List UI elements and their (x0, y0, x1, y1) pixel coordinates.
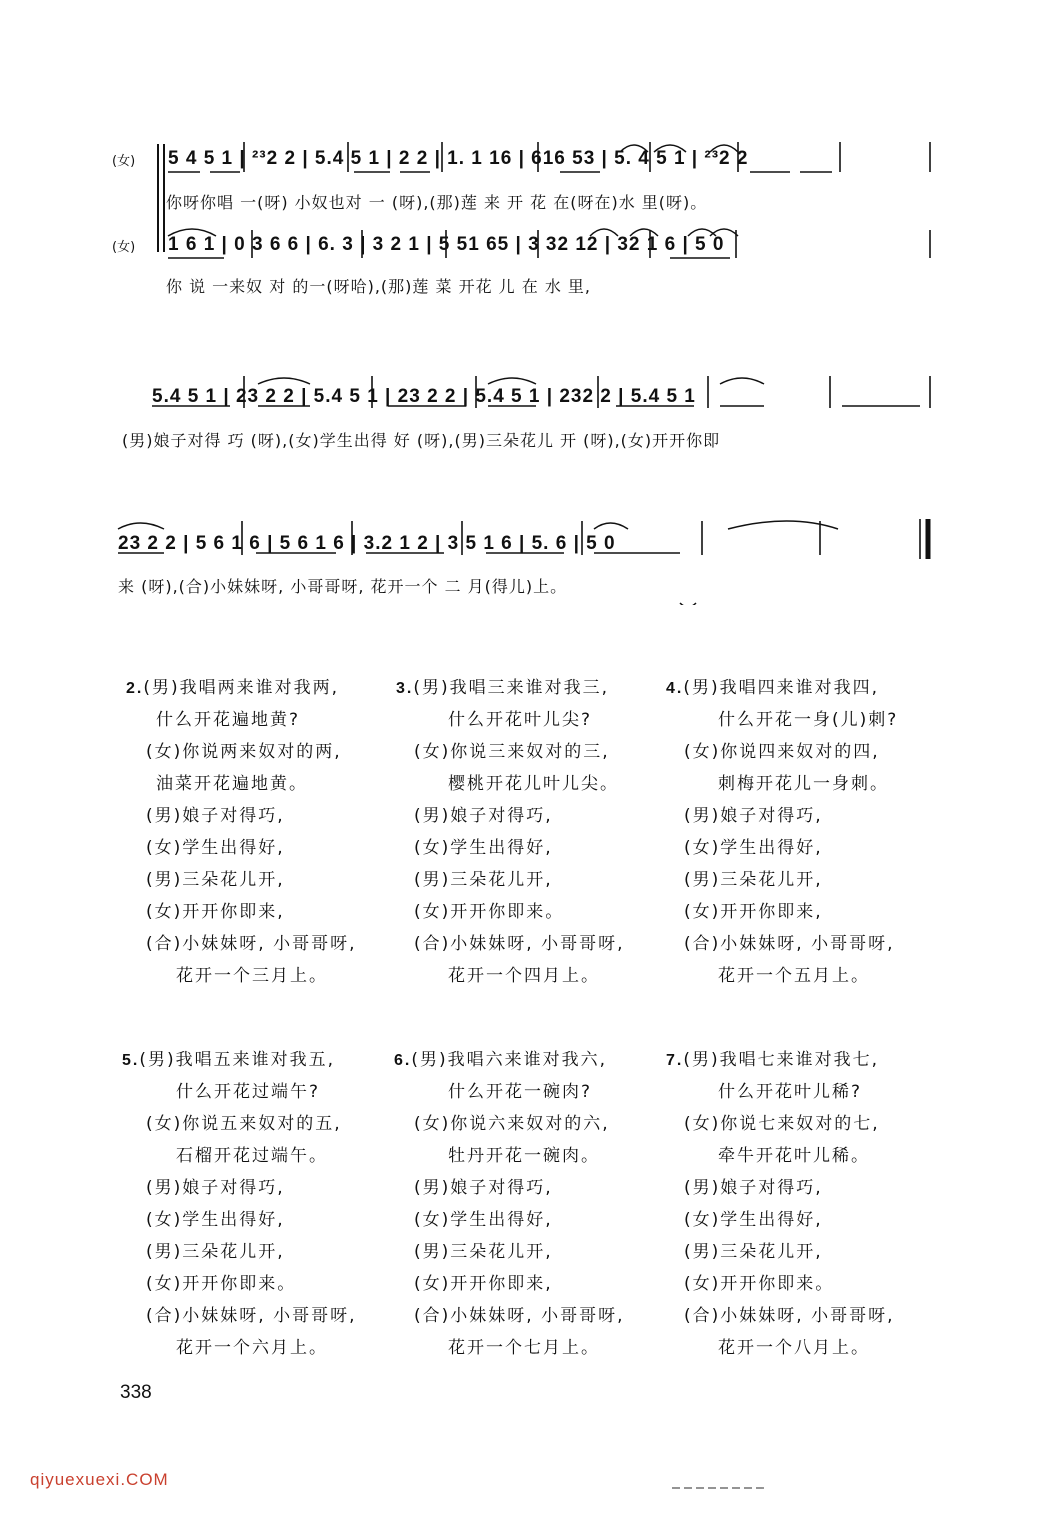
verse-line: 什么开花叶儿尖? (448, 710, 593, 730)
verse-line: (女)开开你即来。 (414, 902, 565, 922)
verse-line: (男)我唱四来谁对我四, (683, 678, 880, 698)
verse-line: (男)娘子对得巧, (414, 1178, 553, 1198)
voice-2-lyrics: 你 说 一来奴 对 的一(呀哈),(那)莲 菜 开花 儿 在 水 里, (166, 277, 592, 296)
verse-line: (男)娘子对得巧, (684, 1178, 823, 1198)
verse-line: 牵牛开花叶儿稀。 (718, 1146, 870, 1166)
system-2-notes: 5.4 5 1 | 23 2 2 | 5.4 5 1 | 23 2 2 | 5.4 5 1 | 232 2 | 5.4 5 1 (152, 386, 696, 407)
verse-number: 3. (396, 680, 414, 697)
verse-line: (男)三朵花儿开, (146, 870, 285, 890)
verse-line: (女)你说六来奴对的六, (414, 1114, 610, 1134)
verse-line: 什么开花叶儿稀? (718, 1082, 863, 1102)
verse-line: (男)我唱七来谁对我七, (683, 1050, 880, 1070)
verse-line: 花开一个四月上。 (448, 966, 600, 986)
verse-7 (666, 1044, 894, 1364)
verse-line: (男)三朵花儿开, (684, 870, 823, 890)
watermark-text: qiyuexuexi.COM (30, 1470, 169, 1489)
voice-1-lyrics: 你呀你唱 一(呀) 小奴也对 一 (呀),(那)莲 来 开 花 在(呀在)水 里(呀)。 (166, 193, 708, 212)
verse-line: 石榴开花过端午。 (176, 1146, 328, 1166)
verse-line: (女)开开你即来, (146, 902, 285, 922)
page-number: 338 (120, 1382, 152, 1403)
verse-line: (女)你说五来奴对的五, (146, 1114, 342, 1134)
verse-line: 樱桃开花儿叶儿尖。 (448, 774, 619, 794)
voice-2-label: (女) (112, 240, 136, 255)
verse-line: (男)三朵花儿开, (146, 1242, 285, 1262)
verse-line: (男)三朵花儿开, (414, 870, 553, 890)
verse-line: (男)娘子对得巧, (414, 806, 553, 826)
verse-line: 什么开花一身(儿)刺? (718, 710, 899, 730)
verse-3 (396, 672, 624, 992)
verse-number: 2. (126, 680, 144, 697)
verse-line: (男)我唱两来谁对我两, (143, 678, 340, 698)
system-2-lyrics: (男)娘子对得 巧 (呀),(女)学生出得 好 (呀),(男)三朵花儿 开 (呀),(女)开开你即 (122, 431, 721, 450)
verse-2 (126, 672, 356, 992)
verse-line: (女)学生出得好, (414, 838, 553, 858)
verse-line: (男)我唱六来谁对我六, (411, 1050, 608, 1070)
verse-number: 7. (666, 1052, 684, 1069)
verse-line: 花开一个八月上。 (718, 1338, 870, 1358)
verse-4 (666, 672, 898, 992)
verse-line: 刺梅开花儿一身刺。 (718, 774, 889, 794)
verse-5 (122, 1044, 356, 1364)
verse-line: 什么开花遍地黄? (156, 710, 301, 730)
voice-2-notes: 1 6 1 | 0 3 6 6 | 6. 3 | 3 2 1 | 5 51 65 | 3 32 12 | 32 1 6 | 5 0 (168, 234, 725, 255)
verse-line: (男)三朵花儿开, (684, 1242, 823, 1262)
verse-line: (女)学生出得好, (684, 838, 823, 858)
verse-line: 油菜开花遍地黄。 (156, 774, 308, 794)
verse-line: (女)学生出得好, (146, 838, 285, 858)
verse-line: (女)开开你即来, (414, 1274, 553, 1294)
verse-line: (男)我唱三来谁对我三, (413, 678, 610, 698)
voice-1-notes: 5 4 5 1 | ²³2 2 | 5.4 5 1 | 2 2 | 1. 1 16 | 616 53 | 5. 4 5 1 | ²³2 2 (168, 148, 749, 169)
system-3-notes: 23 2 2 | 5 6 1 6 | 5 6 1 6 | 3.2 1 2 | 3 5 1 6 | 5. 6 | 5 0 (118, 533, 616, 554)
verse-number: 5. (122, 1052, 140, 1069)
verse-line: (女)开开你即来, (684, 902, 823, 922)
watermark (30, 1470, 169, 1490)
verse-line: (男)三朵花儿开, (414, 1242, 553, 1262)
verse-line: (女)你说三来奴对的三, (414, 742, 610, 762)
verse-line: 什么开花过端午? (176, 1082, 321, 1102)
verse-line: 什么开花一碗肉? (448, 1082, 593, 1102)
verse-line: (女)开开你即来。 (684, 1274, 835, 1294)
verse-line: (合)小妹妹呀, 小哥哥呀, (414, 1306, 625, 1326)
voice-1-label: (女) (112, 154, 136, 169)
verse-number: 6. (394, 1052, 412, 1069)
verse-line: (女)学生出得好, (146, 1210, 285, 1230)
verse-line: 牡丹开花一碗肉。 (448, 1146, 600, 1166)
verse-line: (合)小妹妹呀, 小哥哥呀, (684, 934, 895, 954)
system-3-lyrics: 来 (呀),(合)小妹妹呀, 小哥哥呀, 花开一个 二 月(得儿)上。 (118, 577, 568, 596)
verse-line: (女)学生出得好, (684, 1210, 823, 1230)
verse-line: (男)娘子对得巧, (146, 806, 285, 826)
verse-line: (男)我唱五来谁对我五, (139, 1050, 336, 1070)
verse-line: (男)娘子对得巧, (146, 1178, 285, 1198)
verse-6 (394, 1044, 624, 1364)
verse-line: (女)你说七来奴对的七, (684, 1114, 880, 1134)
verse-line: (合)小妹妹呀, 小哥哥呀, (684, 1306, 895, 1326)
verse-line: (男)娘子对得巧, (684, 806, 823, 826)
verse-line: 花开一个七月上。 (448, 1338, 600, 1358)
verse-number: 4. (666, 680, 684, 697)
verse-line: (合)小妹妹呀, 小哥哥呀, (414, 934, 625, 954)
verse-line: (合)小妹妹呀, 小哥哥呀, (146, 934, 357, 954)
verse-line: (女)你说两来奴对的两, (146, 742, 342, 762)
bottom-dash-rule (672, 1484, 772, 1492)
verse-line: (合)小妹妹呀, 小哥哥呀, (146, 1306, 357, 1326)
verse-line: (女)开开你即来。 (146, 1274, 297, 1294)
verse-line: 花开一个三月上。 (176, 966, 328, 986)
verse-line: (女)学生出得好, (414, 1210, 553, 1230)
verse-line: 花开一个六月上。 (176, 1338, 328, 1358)
verse-line: 花开一个五月上。 (718, 966, 870, 986)
verse-line: (女)你说四来奴对的四, (684, 742, 880, 762)
